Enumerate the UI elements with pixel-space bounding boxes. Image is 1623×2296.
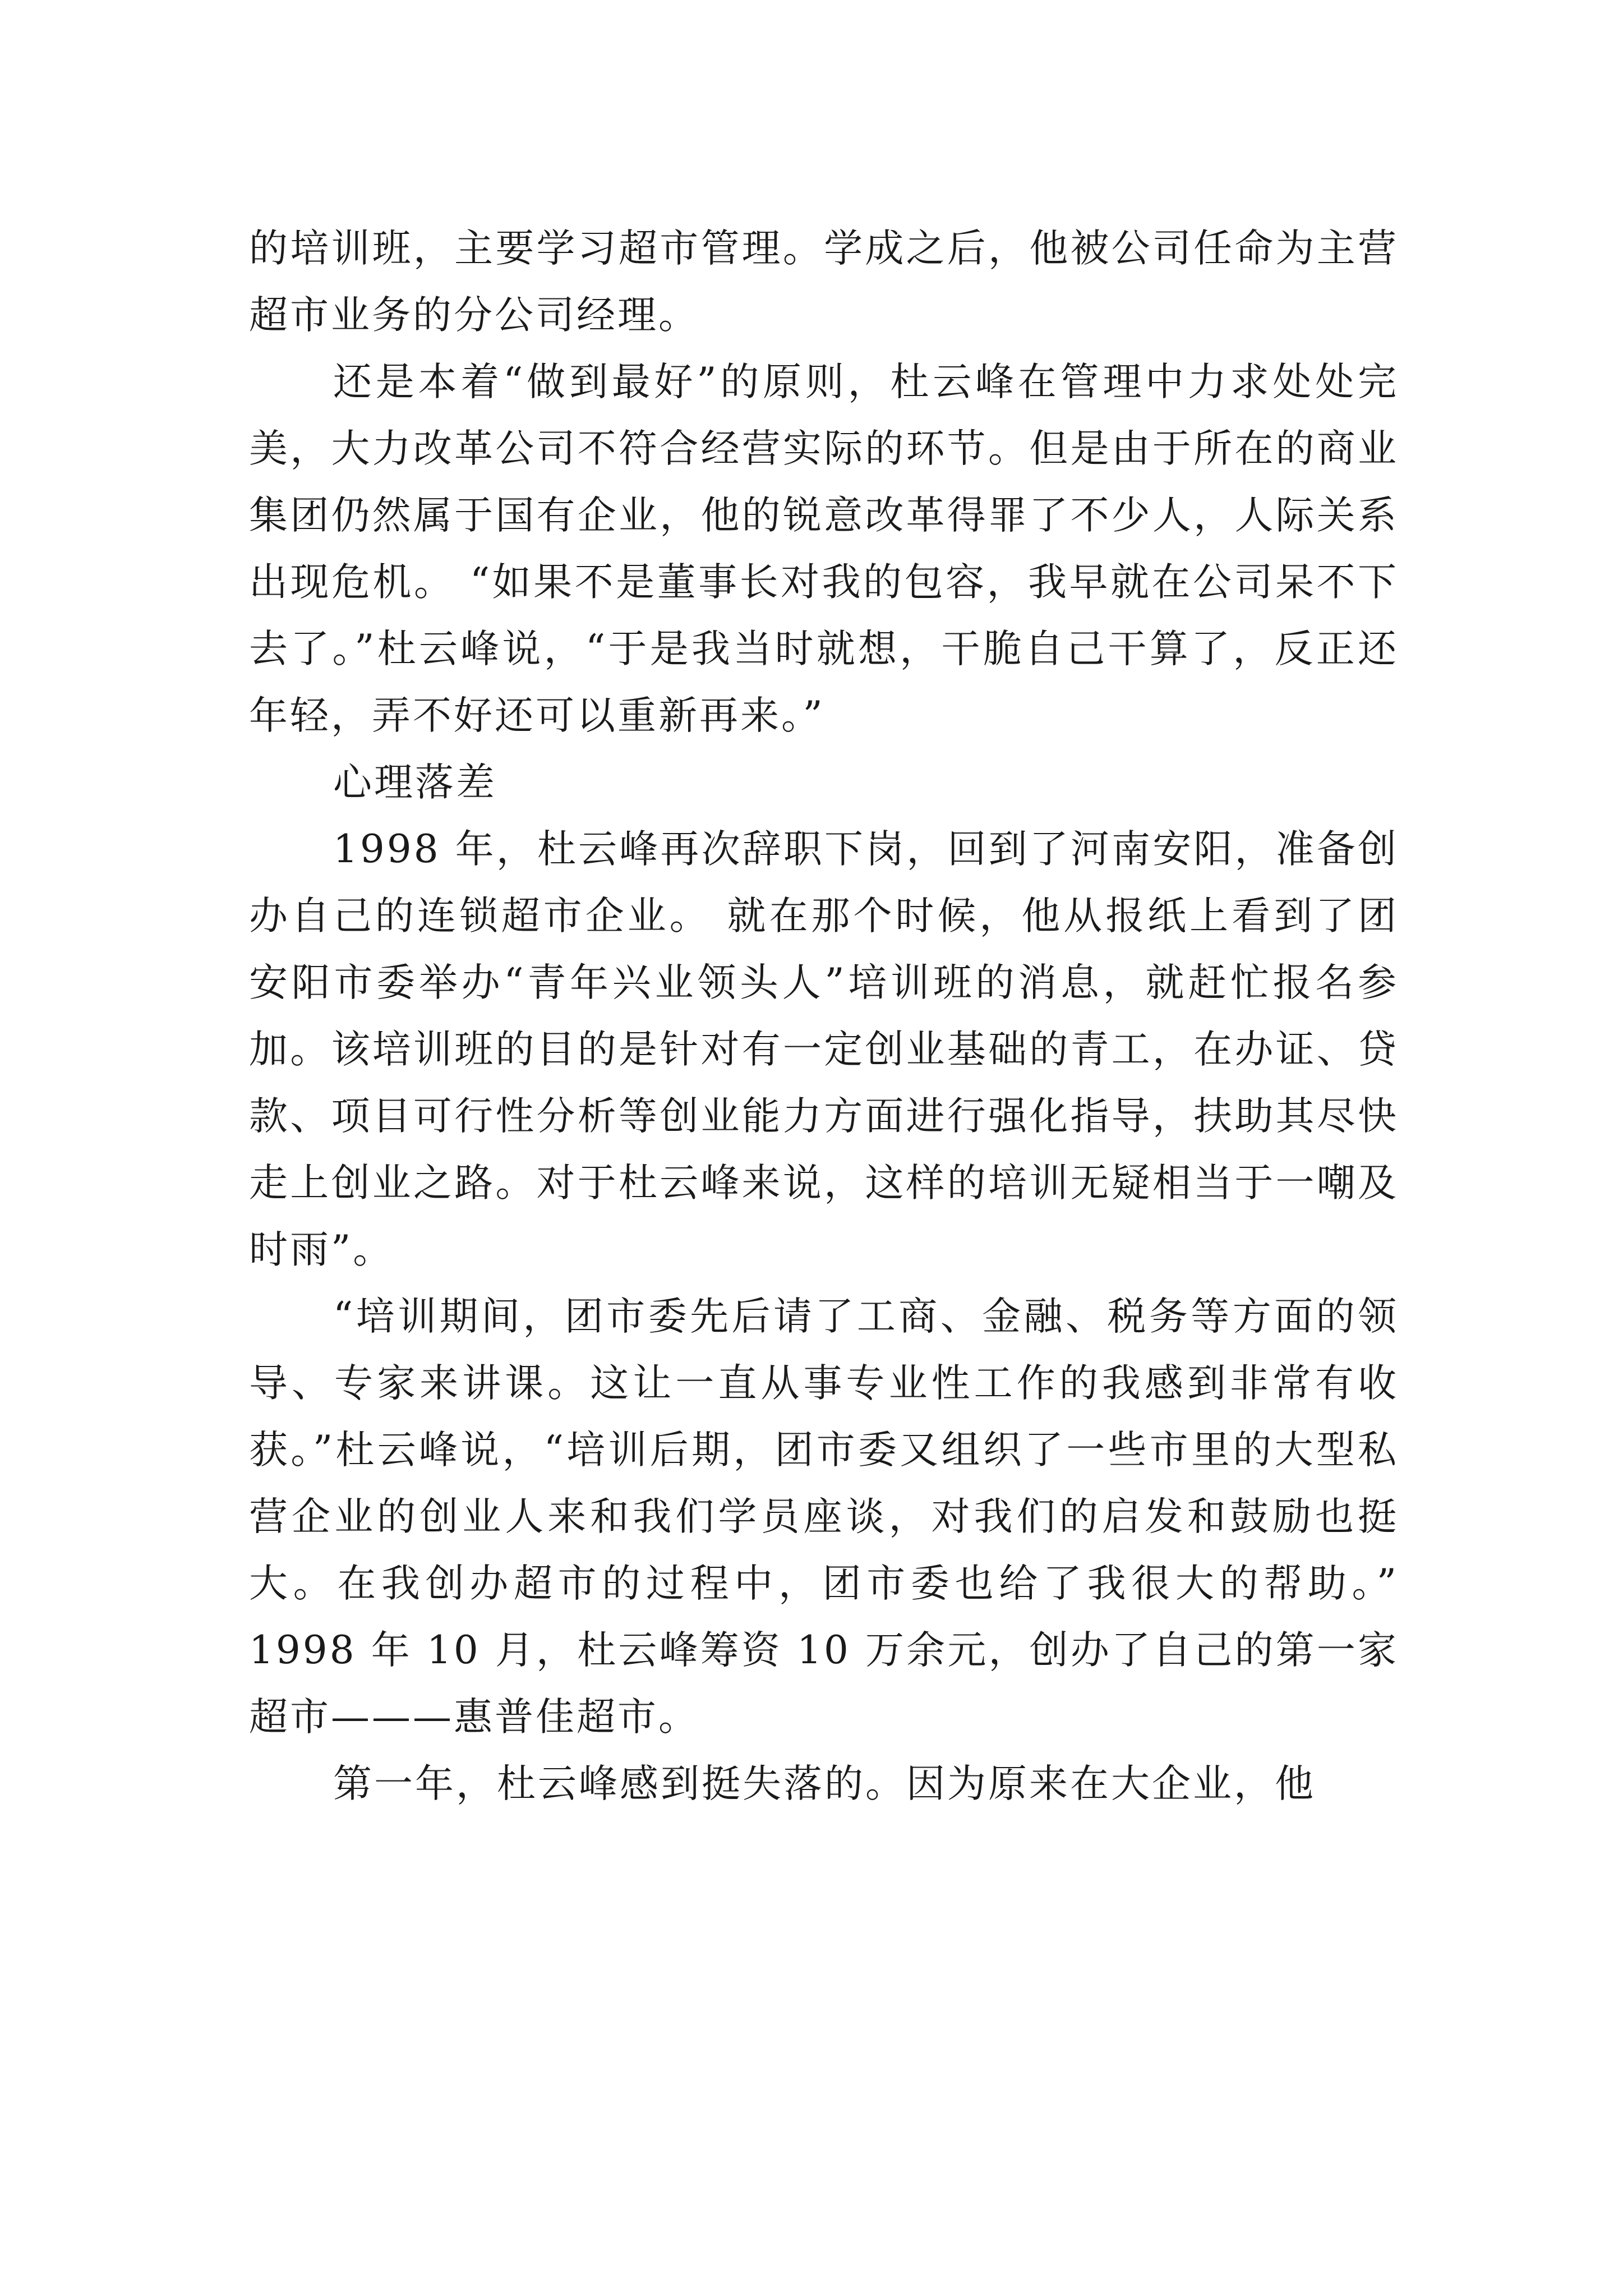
paragraph-reform: 还是本着“做到最好”的原则，杜云峰在管理中力求处处完美，大力改革公司不符合经营实际的环节。但是由于所在的商业集团仍然属于国有企业，他的锐意改革得罪了不少人，人际关系出现危机。 “如果不是董事长对我的包容，我早就在公司呆不下去了。”杜云峰说，“于是我当时就想，干脆自己干算了，反正还年轻，弄不好还可以重新再来。” [249,360,1399,738]
section-heading: 心理落差 [333,760,497,805]
paragraph-continuation: 的培训班，主要学习超市管理。学成之后，他被公司任命为主营超市业务的分公司经理。 [249,226,1399,338]
document-body [249,215,1399,1818]
paragraph-training-quote: “培训期间，团市委先后请了工商、金融、税务等方面的领导、专家来讲课。这让一直从事专业性工作的我感到非常有收获。”杜云峰说，“培训后期，团市委又组织了一些市里的大型私营企业的创业人来和我们学员座谈，对我们的启发和鼓励也挺大。在我创办超市的过程中，团市委也给了我很大的帮助。” 1998 年 10 月，杜云峰筹资 10 万余元，创办了自己的第一家超市———惠普佳超市。 [249,1294,1399,1740]
paragraph-first-year: 第一年，杜云峰感到挺失落的。因为原来在大企业，他 [333,1761,1316,1806]
paragraph-1998-training: 1998 年，杜云峰再次辞职下岗，回到了河南安阳，准备创办自己的连锁超市企业。 就在那个时候，他从报纸上看到了团安阳市委举办“青年兴业领头人”培训班的消息，就赶忙报名参加。该培训班的目的是针对有一定创业基础的青工，在办证、贷款、项目可行性分析等创业能力方面进行强化指导，扶助其尽快走上创业之路。对于杜云峰来说，这样的培训无疑相当于一嘲及时雨”。 [249,827,1399,1272]
